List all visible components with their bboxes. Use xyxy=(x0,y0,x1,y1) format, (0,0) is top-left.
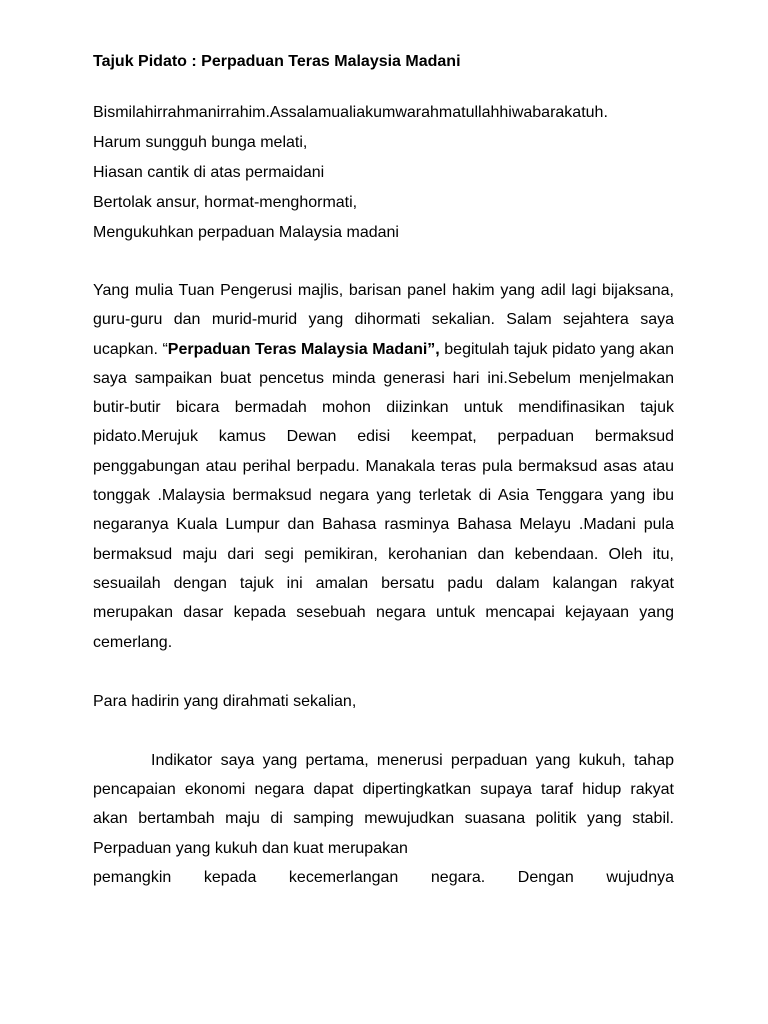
pantun-line-4: Mengukuhkan perpaduan Malaysia madani xyxy=(93,224,399,241)
pantun-line-3: Bertolak ansur, hormat-menghormati, xyxy=(93,194,358,211)
speech-title: Tajuk Pidato : Perpaduan Teras Malaysia Madani xyxy=(93,53,461,70)
pantun-line-2: Hiasan cantik di atas permaidani xyxy=(93,164,325,181)
greeting-line: Bismilahirrahmanirrahim.Assalamualiakumwarahmatullahhiwabarakatuh. xyxy=(93,104,608,121)
intro-text-start: Yang mulia Tuan Pengerusi majlis, barisan panel hakim yang adil lagi bijaksana, guru-guru dan murid-murid yang dihormati sekalian. Salam sejahtera saya ucapkan. “ xyxy=(93,282,674,358)
point-one-paragraph xyxy=(93,746,674,892)
document-page xyxy=(93,50,674,892)
intro-paragraph xyxy=(93,276,674,657)
intro-text-rest: begitulah tajuk pidato yang akan saya sampaikan buat pencetus minda generasi hari ini.Sebelum menjelmakan butir-butir bicara bermadah mohon diizinkan untuk mendifinasikan tajuk pidato.Merujuk kamus Dewan edisi keempat, perpaduan bermaksud penggabungan atau perihal berpadu. Manakala teras pula bermaksud asas atau tonggak .Malaysia bermaksud negara yang terletak di Asia Tenggara yang ibu negaranya Kuala Lumpur dan Bahasa rasminya Bahasa Melayu .Madani pula bermaksud maju dari segi pemikiran, kerohanian dan kebendaan. Oleh itu, sesuailah dengan tajuk ini amalan bersatu padu dalam kalangan rakyat merupakan dasar kepada sesebuah negara untuk mencapai kejayaan yang cemerlang. xyxy=(93,340,675,651)
point-one-last-line: pemangkin kepada kecemerlangan negara. Dengan wujudnya xyxy=(93,869,674,887)
audience-address: Para hadirin yang dirahmati sekalian, xyxy=(93,692,357,710)
point-one-text: Indikator saya yang pertama, menerusi perpaduan yang kukuh, tahap pencapaian ekonomi negara dapat dipertingkatkan supaya taraf hidup rakyat akan bertambah maju di samping mewujudkan suasana politik yang stabil. Perpaduan yang kukuh dan kuat merupakan xyxy=(93,751,674,857)
pantun-line-1: Harum sungguh bunga melati, xyxy=(93,134,308,151)
opening-block xyxy=(93,98,674,248)
intro-bold-title: Perpaduan Teras Malaysia Madani”, xyxy=(167,340,440,358)
